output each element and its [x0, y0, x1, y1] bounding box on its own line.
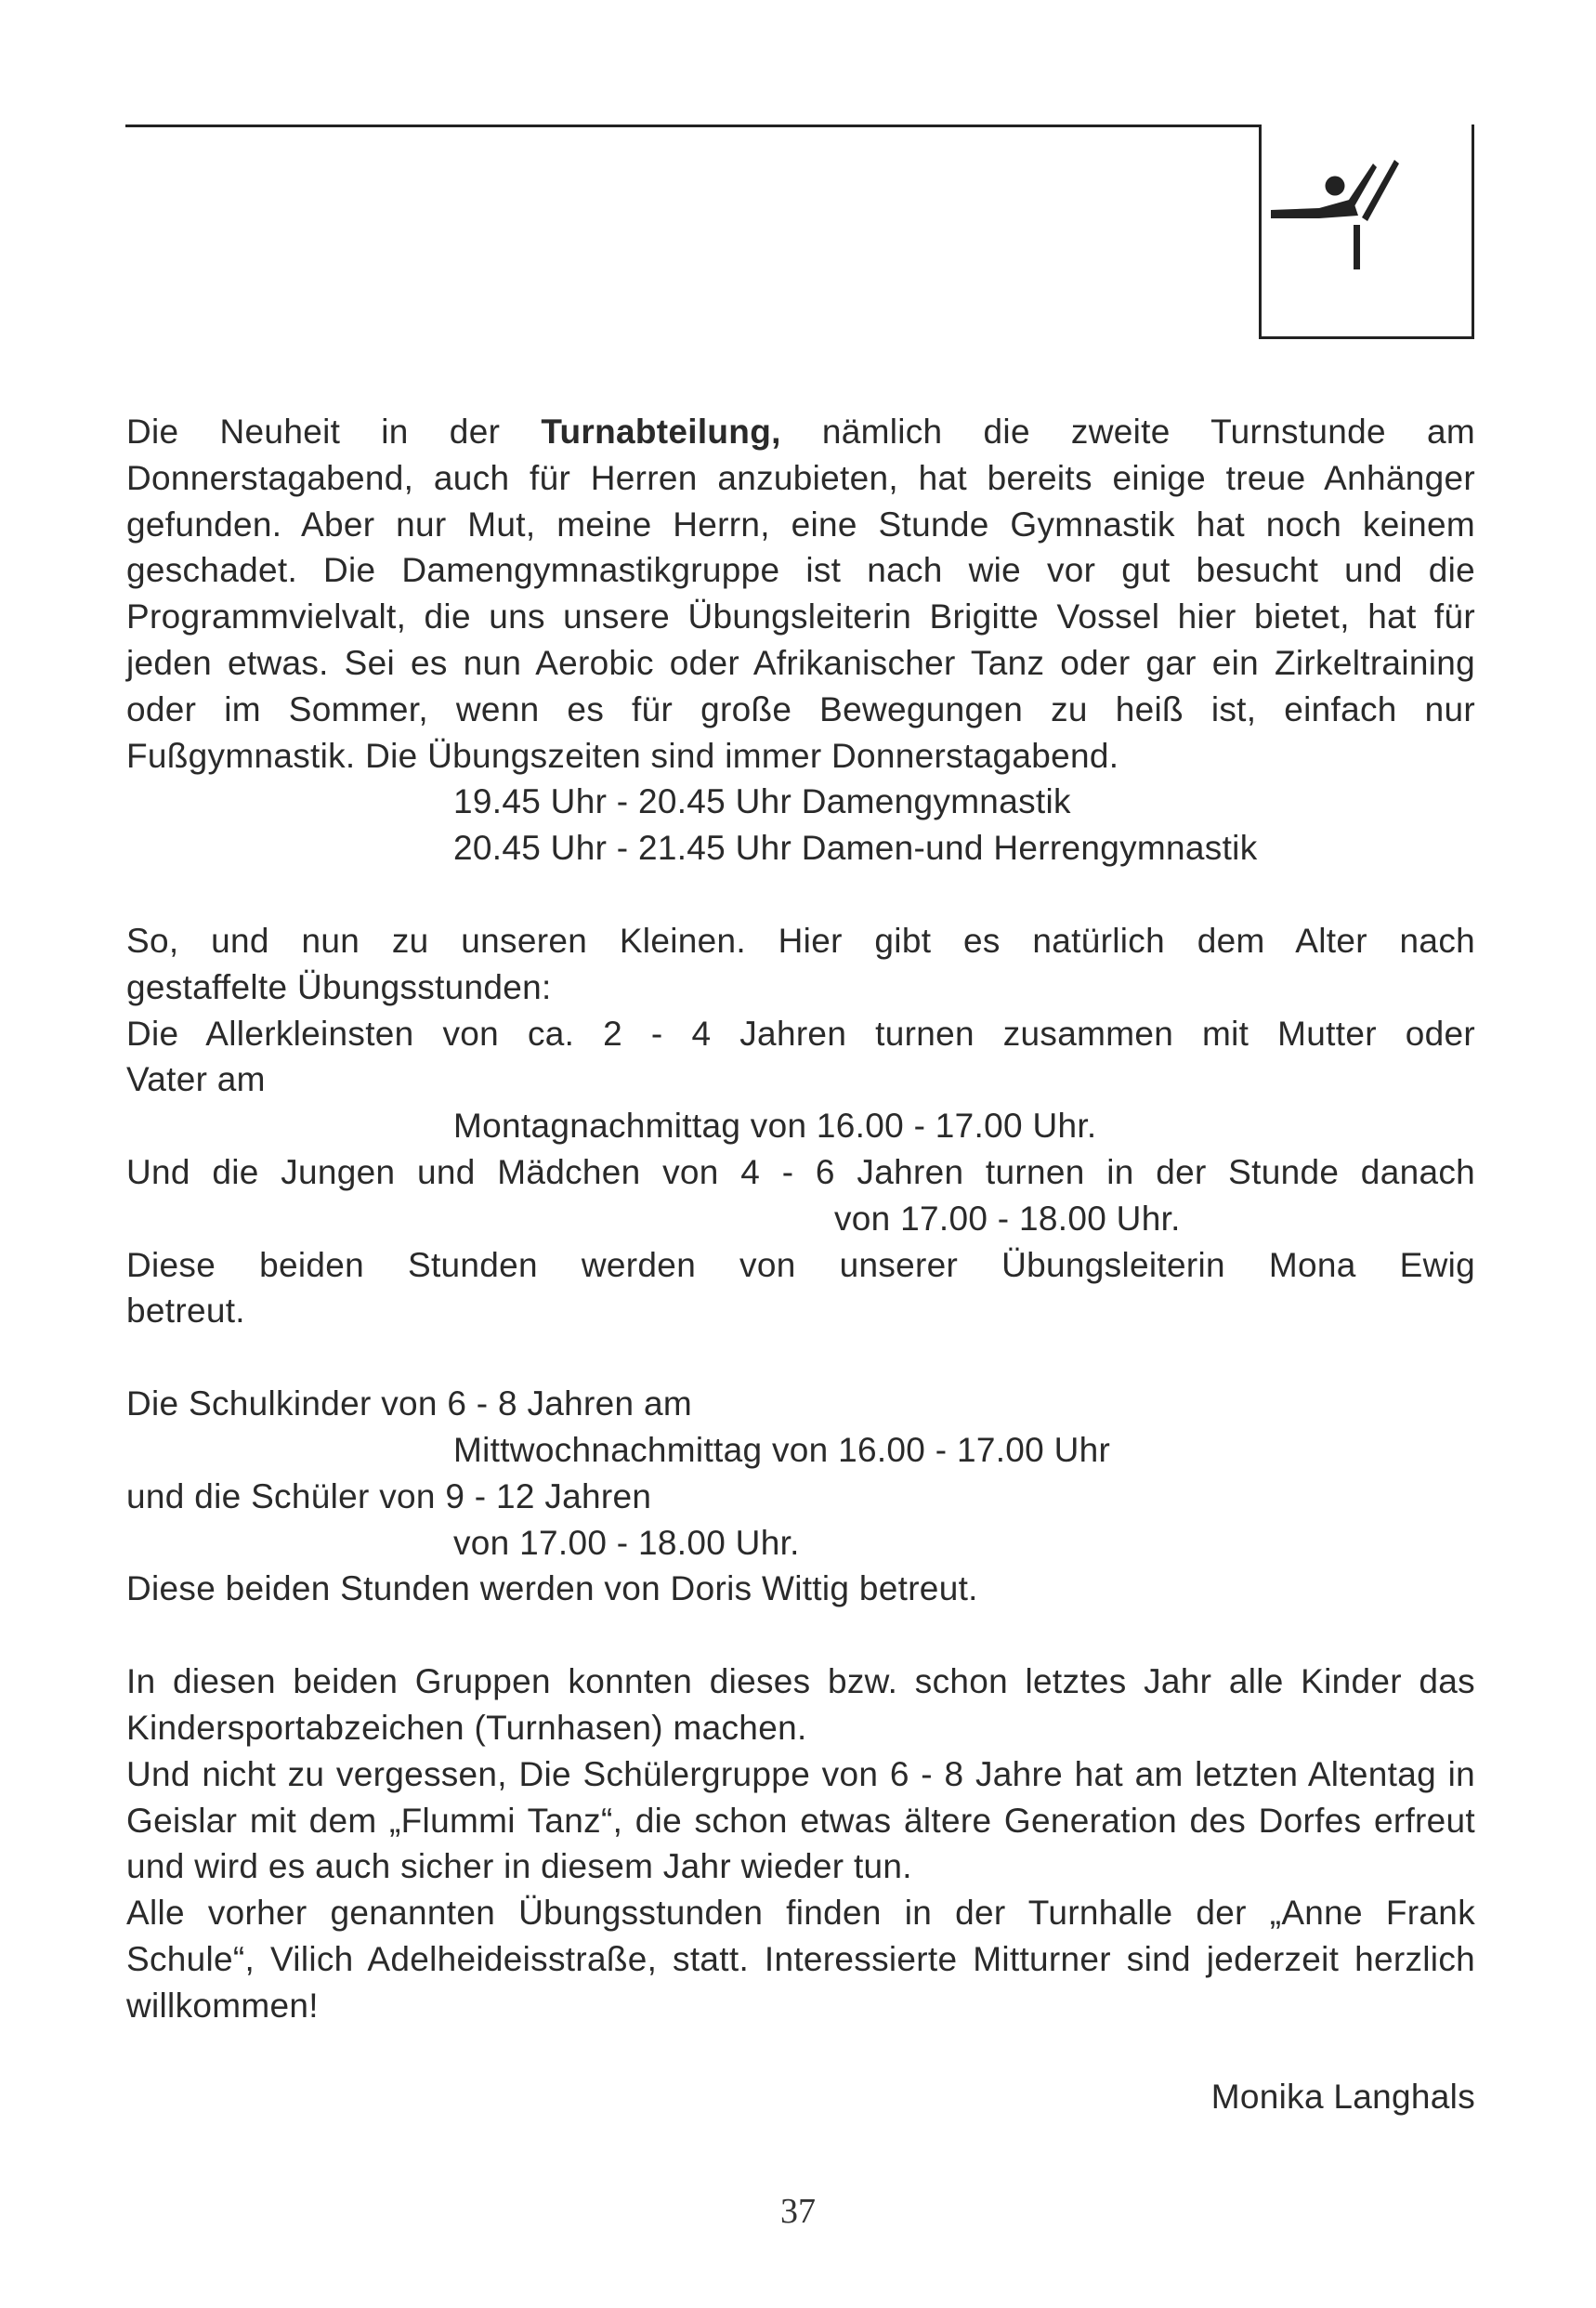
kids-line-5: Und die Jungen und Mädchen von 4 - 6 Jahren turnen in der Stunde danach: [126, 1152, 1475, 1191]
author-signature: Monika Langhals: [1210, 2077, 1475, 2116]
school-time-2: von 17.00 - 18.00 Uhr.: [453, 1523, 800, 1562]
kids-line-1: So, und nun zu unseren Kleinen. Hier gibt es natürlich dem Alter nach: [126, 921, 1475, 960]
school-time-1: Mittwochnachmittag von 16.00 - 17.00 Uhr: [453, 1430, 1111, 1469]
gymnastics-pictogram-icon: [1262, 125, 1477, 339]
paragraph-schoolkids: [126, 1381, 1475, 1612]
kids-time-1: Montagnachmittag von 16.00 - 17.00 Uhr.: [453, 1107, 1097, 1146]
paragraph-location: Alle vorher genannten Übungsstunden finden in der Turnhalle der „Anne Frank Schule“, Vilich Adelheideisstraße, statt. Interessierte Mitturner sind jederzeit herzlich willkommen!: [126, 1894, 1475, 2025]
school-line-1: Die Schulkinder von 6 - 8 Jahren am: [126, 1384, 692, 1423]
kids-line-6: Diese beiden Stunden werden von unserer Übungsleiterin Mona Ewig: [126, 1245, 1475, 1284]
schedule-line-2: 20.45 Uhr - 21.45 Uhr Damen-und Herrengymnastik: [453, 829, 1258, 868]
para1-intro: Die Neuheit in der: [126, 413, 542, 451]
section-name-turnabteilung: Turnabteilung,: [541, 413, 781, 451]
article-body: [126, 409, 1475, 2119]
kids-time-2: von 17.00 - 18.00 Uhr.: [834, 1199, 1181, 1238]
schedule-line-1: 19.45 Uhr - 20.45 Uhr Damengymnastik: [453, 782, 1071, 821]
para1-text: nämlich die zweite Turnstunde am Donnerstagabend, auch für Herren anzubieten, hat bereits einige treue Anhänger gefunden. Aber nur Mut, meine Herrn, eine Stunde Gymnastik hat noch keinem geschadet. Die Damengymnastikgruppe ist nach wie vor gut besucht und die Programmvielvalt, die uns unsere Übungsleiterin Brigitte Vossel hier bietet, hat für jeden etwas. Sei es nun Aerobic oder Afrikanischer Tanz oder gar ein Zirkeltraining oder im Sommer, wenn es für große Bewegungen zu heiß ist, einfach nur Fußgymnastik. Die Übungszeiten sind immer Donnerstagabend.: [126, 413, 1475, 775]
page-number: 37: [780, 2192, 816, 2231]
kids-line-7: betreut.: [126, 1292, 245, 1331]
paragraph-badge: In diesen beiden Gruppen konnten dieses bzw. schon letztes Jahr alle Kinder das Kindersportabzeichen (Turnhasen) machen.: [126, 1662, 1475, 1747]
paragraph-kids: [126, 918, 1475, 1334]
kids-line-3: Die Allerkleinsten von ca. 2 - 4 Jahren turnen zusammen mit Mutter oder: [126, 1014, 1475, 1053]
kids-line-2: gestaffelte Übungsstunden:: [126, 967, 552, 1006]
paragraph-gymnastics: [126, 409, 1475, 779]
header-rule: [125, 125, 1261, 127]
gymnastics-logo-box: [1259, 125, 1474, 339]
kids-line-4: Vater am: [126, 1060, 266, 1099]
school-line-3: Diese beiden Stunden werden von Doris Wittig betreut.: [126, 1569, 978, 1608]
school-line-2: und die Schüler von 9 - 12 Jahren: [126, 1476, 652, 1515]
paragraph-flummi-tanz: Und nicht zu vergessen, Die Schülergruppe von 6 - 8 Jahre hat am letzten Altentag in Geislar mit dem „Flummi Tanz“, die schon etwas ältere Generation des Dorfes erfreut und wird es auch sicher in diesem Jahr wieder tun.: [126, 1754, 1475, 1886]
